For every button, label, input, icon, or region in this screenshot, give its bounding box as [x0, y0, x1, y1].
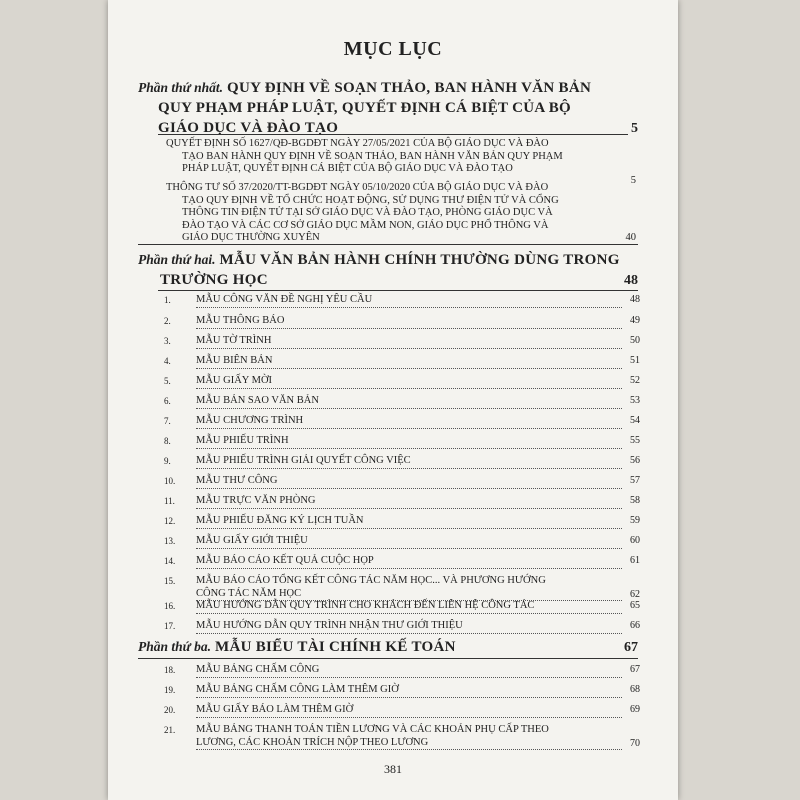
toc-item-number: 14.	[164, 556, 176, 566]
toc-item-leader	[196, 548, 622, 549]
toc-item-page: 48	[630, 294, 640, 305]
toc-item-number: 17.	[164, 621, 176, 631]
toc-item-title-line2: CÔNG TÁC NĂM HỌC	[196, 588, 302, 599]
toc-item-page: 55	[630, 435, 640, 446]
toc-item-number: 4.	[164, 356, 171, 366]
toc-item-title: MẪU TỜ TRÌNH	[196, 335, 272, 346]
toc-item-page: 62	[630, 589, 640, 600]
toc-item-title: MẪU BÁO CÁO KẾT QUẢ CUỘC HỌP	[196, 555, 374, 566]
toc-item-title: MẪU BIÊN BẢN	[196, 355, 273, 366]
toc-item-page: 58	[630, 495, 640, 506]
toc-item-number: 15.	[164, 576, 176, 586]
toc-item-leader	[196, 368, 622, 369]
toc-item[interactable]	[164, 392, 640, 412]
toc-item-title: MẪU BẢNG CHẤM CÔNG	[196, 664, 320, 675]
toc-item-page: 52	[630, 375, 640, 386]
toc-item-leader	[196, 528, 622, 529]
toc-doc-entry[interactable]	[166, 182, 636, 245]
doc-line: QUYẾT ĐỊNH SỐ 1627/QĐ-BGDĐT NGÀY 27/05/2021 CỦA BỘ GIÁO DỤC VÀ ĐÀO	[166, 138, 549, 149]
toc-item-title: MẪU GIẤY GIỚI THIỆU	[196, 535, 308, 546]
toc-item-number: 20.	[164, 705, 176, 715]
toc-item[interactable]	[164, 681, 640, 701]
toc-item-title: MẪU TRỰC VĂN PHÒNG	[196, 495, 316, 506]
page-number: 381	[384, 762, 402, 776]
doc-line: THÔNG TƯ SỐ 37/2020/TT-BGDĐT NGÀY 05/10/2020 CỦA BỘ GIÁO DỤC VÀ ĐÀO	[166, 182, 549, 193]
toc-item-number: 18.	[164, 665, 176, 675]
toc-item-leader	[196, 613, 622, 614]
toc-item-number: 9.	[164, 456, 171, 466]
toc-item[interactable]	[164, 291, 640, 311]
page-title: MỤC LỤC	[343, 38, 443, 60]
toc-item-number: 12.	[164, 516, 176, 526]
toc-item-title: MẪU CHƯƠNG TRÌNH	[196, 415, 304, 426]
part-label: Phần thứ hai.	[138, 252, 216, 267]
toc-item-number: 10.	[164, 476, 176, 486]
toc-item-leader	[196, 677, 622, 678]
toc-item[interactable]	[164, 352, 640, 372]
book-page	[108, 0, 678, 800]
toc-item-page: 68	[630, 684, 640, 695]
toc-item-title: MẪU THÔNG BÁO	[196, 315, 285, 326]
part-page: 5	[631, 121, 638, 136]
toc-item-leader	[196, 348, 622, 349]
toc-item-page: 49	[630, 315, 640, 326]
toc-item-number: 2.	[164, 316, 171, 326]
toc-item[interactable]	[164, 532, 640, 552]
toc-item-leader	[196, 749, 622, 750]
toc-item-page: 50	[630, 335, 640, 346]
part-name-line1: MẪU VĂN BẢN HÀNH CHÍNH THƯỜNG DÙNG TRONG	[219, 252, 620, 268]
toc-item-page: 51	[630, 355, 640, 366]
doc-line: GIÁO DỤC THƯỜNG XUYÊN	[182, 232, 320, 243]
toc-item-title: MẪU PHIẾU TRÌNH	[196, 435, 289, 446]
doc-line: TẠO BAN HÀNH QUY ĐỊNH VỀ SOẠN THẢO, BAN HÀNH VĂN BẢN QUY PHẠM	[182, 150, 563, 162]
toc-item-leader	[196, 328, 622, 329]
toc-item-page: 56	[630, 455, 640, 466]
toc-item[interactable]	[164, 312, 640, 332]
toc-item-title: MẪU BÁO CÁO TỔNG KẾT CÔNG TÁC NĂM HỌC... VÀ PHƯƠNG HƯỚNG	[196, 575, 546, 586]
toc-item-title: MẪU BẢNG THANH TOÁN TIỀN LƯƠNG VÀ CÁC KHOẢN PHỤ CẤP THEO	[196, 724, 549, 735]
toc-item-leader	[196, 633, 622, 634]
toc-item[interactable]	[164, 597, 640, 617]
toc-item-page: 66	[630, 620, 640, 631]
toc-item-page: 70	[630, 738, 640, 749]
toc-item-title: MẪU HƯỚNG DẪN QUY TRÌNH CHO KHÁCH ĐẾN LIÊN HỆ CÔNG TÁC	[196, 600, 535, 611]
toc-doc-entry[interactable]	[166, 138, 636, 188]
toc-item-leader	[196, 508, 622, 509]
part-name-line2: QUY PHẠM PHÁP LUẬT, QUYẾT ĐỊNH CÁ BIỆT CỦA BỘ	[158, 100, 571, 116]
toc-item-title: MẪU BẢN SAO VĂN BẢN	[196, 395, 319, 406]
toc-item-title: MẪU HƯỚNG DẪN QUY TRÌNH NHẬN THƯ GIỚI THIỆU	[196, 620, 463, 631]
toc-item-title: MẪU PHIẾU ĐĂNG KÝ LỊCH TUẦN	[196, 515, 364, 526]
toc-item-title-line2: LƯƠNG, CÁC KHOẢN TRÍCH NỘP THEO LƯƠNG	[196, 737, 429, 748]
toc-item-leader	[196, 568, 622, 569]
toc-item[interactable]	[164, 492, 640, 512]
toc-item-page: 59	[630, 515, 640, 526]
toc-item-leader	[196, 408, 622, 409]
toc-item[interactable]	[164, 472, 640, 492]
toc-item-number: 11.	[164, 496, 175, 506]
toc-item-title: MẪU PHIẾU TRÌNH GIẢI QUYẾT CÔNG VIỆC	[196, 455, 411, 466]
toc-item-number: 7.	[164, 416, 171, 426]
toc-item-page: 54	[630, 415, 640, 426]
toc-item-leader	[196, 307, 622, 308]
part-one-rule	[158, 134, 628, 135]
part-name-line1: QUY ĐỊNH VỀ SOẠN THẢO, BAN HÀNH VĂN BẢN	[227, 80, 592, 96]
toc-item-leader	[196, 428, 622, 429]
toc-item-title: MẪU GIẤY MỜI	[196, 375, 273, 386]
toc-item-title: MẪU GIẤY BÁO LÀM THÊM GIỜ	[196, 704, 354, 715]
part-label: Phần thứ nhất.	[138, 80, 224, 95]
doc-line: PHÁP LUẬT, QUYẾT ĐỊNH CÁ BIỆT CỦA BỘ GIÁO DỤC VÀ ĐÀO TẠO	[182, 163, 513, 174]
toc-item-number: 6.	[164, 396, 171, 406]
toc-item[interactable]	[164, 452, 640, 472]
toc-item[interactable]	[164, 412, 640, 432]
toc-item-number: 3.	[164, 336, 171, 346]
doc-line: ĐÀO TẠO VÀ CÁC CƠ SỞ GIÁO DỤC MẦM NON, GIÁO DỤC PHỔ THÔNG VÀ	[182, 219, 549, 231]
toc-item-leader	[196, 448, 622, 449]
toc-item-number: 5.	[164, 376, 171, 386]
part-name-line3: GIÁO DỤC VÀ ĐÀO TẠO	[158, 120, 339, 136]
toc-item-page: 69	[630, 704, 640, 715]
toc-item-page: 67	[630, 664, 640, 675]
toc-item-title: MẪU CÔNG VĂN ĐỀ NGHỊ YÊU CẦU	[196, 294, 373, 305]
toc-item-leader	[196, 468, 622, 469]
part-three-heading	[138, 637, 638, 657]
toc-item-number: 16.	[164, 601, 176, 611]
toc-item-number: 19.	[164, 685, 176, 695]
toc-item-number: 21.	[164, 725, 176, 735]
part-two-heading	[138, 250, 638, 290]
toc-item[interactable]	[164, 432, 640, 452]
part-three-rule	[138, 658, 638, 659]
toc-item[interactable]	[164, 617, 640, 637]
toc-item[interactable]	[164, 552, 640, 572]
toc-item[interactable]	[164, 701, 640, 721]
toc-item-number: 1.	[164, 295, 171, 305]
toc-item-title: MẪU BẢNG CHẤM CÔNG LÀM THÊM GIỜ	[196, 684, 399, 695]
toc-item-leader	[196, 488, 622, 489]
doc-page: 5	[630, 175, 636, 186]
toc-item[interactable]	[164, 332, 640, 352]
toc-item-page: 57	[630, 475, 640, 486]
toc-item-title: MẪU THƯ CÔNG	[196, 475, 278, 486]
part-label: Phần thứ ba.	[138, 639, 211, 654]
toc-item-number: 13.	[164, 536, 176, 546]
toc-item-number: 8.	[164, 436, 171, 446]
toc-item-page: 61	[630, 555, 640, 566]
toc-item[interactable]	[164, 372, 640, 392]
doc-line: THÔNG TIN ĐIỆN TỬ TẠI SỞ GIÁO DỤC VÀ ĐÀO TẠO, PHÒNG GIÁO DỤC VÀ	[182, 207, 553, 218]
part-name-line1: MẪU BIỂU TÀI CHÍNH KẾ TOÁN	[214, 639, 456, 655]
doc-line: TẠO QUY ĐỊNH VỀ TỔ CHỨC HOẠT ĐỘNG, SỬ DỤNG THƯ ĐIỆN TỬ VÀ CỔNG	[182, 194, 559, 206]
toc-item-page: 65	[630, 600, 640, 611]
part-page: 67	[624, 640, 638, 655]
part-one-heading	[138, 78, 638, 138]
toc-item-page: 60	[630, 535, 640, 546]
toc-item-page: 53	[630, 395, 640, 406]
toc-item[interactable]	[164, 512, 640, 532]
part-page: 48	[624, 273, 638, 288]
section-rule	[138, 244, 638, 245]
doc-page: 40	[625, 232, 636, 243]
toc-item[interactable]	[164, 721, 640, 753]
toc-item-leader	[196, 697, 622, 698]
part-name-line2: TRƯỜNG HỌC	[160, 272, 268, 288]
toc-item-leader	[196, 717, 622, 718]
toc-item-leader	[196, 388, 622, 389]
toc-item[interactable]	[164, 661, 640, 681]
